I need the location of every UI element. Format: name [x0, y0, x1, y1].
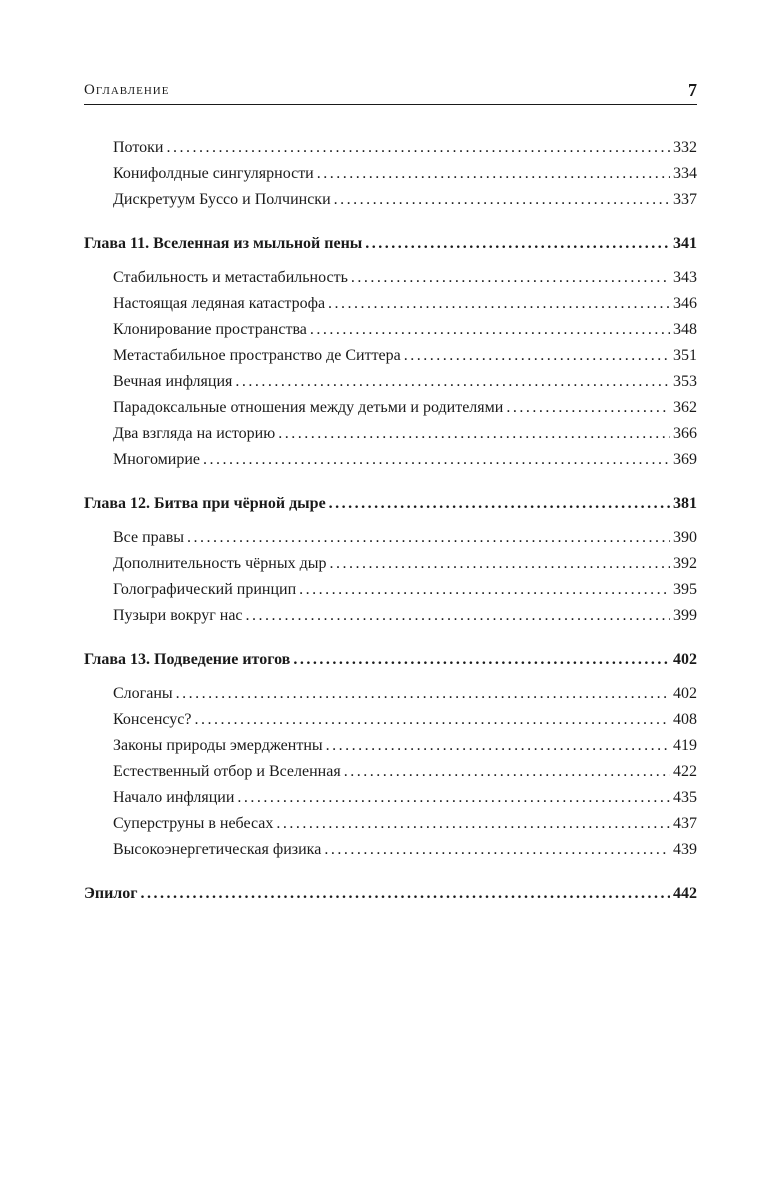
toc-entry-title: Начало инфляции — [113, 789, 235, 806]
leader-dots — [328, 291, 670, 317]
toc-entry[interactable] — [84, 733, 697, 759]
toc-chapter-page: 442 — [673, 885, 697, 902]
toc-entry-title: Пузыри вокруг нас — [113, 607, 243, 624]
toc-entry[interactable] — [84, 135, 697, 161]
toc-entry-page: 408 — [673, 711, 697, 728]
toc-entry-page: 334 — [673, 165, 697, 182]
toc-entry-title: Два взгляда на историю — [113, 425, 276, 442]
leader-dots — [317, 161, 670, 187]
leader-dots — [329, 491, 670, 517]
toc-entry-title: Консенсус? — [113, 711, 192, 728]
toc-entry-title: Конифолдные сингулярности — [113, 165, 314, 182]
table-of-contents — [84, 135, 697, 915]
toc-entry[interactable] — [84, 707, 697, 733]
toc-entry[interactable] — [84, 551, 697, 577]
toc-entry-page: 369 — [673, 451, 697, 468]
toc-entry-page: 390 — [673, 529, 697, 546]
toc-entry-title: Дополнительность чёрных дыр — [113, 555, 327, 572]
leader-dots — [404, 343, 670, 369]
toc-chapter-page: 381 — [673, 495, 697, 512]
toc-entry[interactable] — [84, 785, 697, 811]
leader-dots — [344, 759, 670, 785]
toc-chapter-title: Эпилог — [84, 885, 138, 902]
toc-entry-page: 422 — [673, 763, 697, 780]
toc-entry[interactable] — [84, 447, 697, 473]
leader-dots — [195, 707, 671, 733]
leader-dots — [293, 647, 670, 673]
leader-dots — [187, 525, 670, 551]
toc-chapter-page: 402 — [673, 651, 697, 668]
leader-dots — [329, 551, 670, 577]
leader-dots — [176, 681, 670, 707]
toc-entry-title: Все правы — [113, 529, 185, 546]
running-title: Оглавление — [84, 82, 170, 98]
toc-entry-page: 392 — [673, 555, 697, 572]
toc-entry-title: Голографический принцип — [113, 581, 297, 598]
leader-dots — [276, 811, 670, 837]
leader-dots — [166, 135, 670, 161]
toc-entry[interactable] — [84, 161, 697, 187]
toc-entry[interactable] — [84, 343, 697, 369]
toc-chapter[interactable] — [84, 881, 697, 907]
leader-dots — [203, 447, 670, 473]
leader-dots — [141, 881, 670, 907]
toc-chapter-title: Глава 12. Битва при чёрной дыре — [84, 495, 326, 512]
toc-entry[interactable] — [84, 291, 697, 317]
toc-entry-page: 332 — [673, 139, 697, 156]
toc-entry-page: 353 — [673, 373, 697, 390]
toc-entry[interactable] — [84, 681, 697, 707]
leader-dots — [365, 231, 670, 257]
toc-entry-page: 439 — [673, 841, 697, 858]
toc-entry-title: Высокоэнергетическая физика — [113, 841, 322, 858]
toc-entry-page: 346 — [673, 295, 697, 312]
leader-dots — [334, 187, 670, 213]
toc-entry[interactable] — [84, 317, 697, 343]
toc-entry-page: 337 — [673, 191, 697, 208]
toc-entry-title: Естественный отбор и Вселенная — [113, 763, 341, 780]
toc-entry-title: Законы природы эмерджентны — [113, 737, 323, 754]
toc-chapter[interactable] — [84, 647, 697, 673]
leader-dots — [278, 421, 670, 447]
leader-dots — [506, 395, 670, 421]
running-head — [84, 82, 697, 105]
toc-entry-title: Клонирование пространства — [113, 321, 307, 338]
toc-entry-title: Суперструны в небесах — [113, 815, 274, 832]
toc-entry[interactable] — [84, 421, 697, 447]
toc-entry[interactable] — [84, 837, 697, 863]
toc-entry-page: 362 — [673, 399, 697, 416]
toc-entry[interactable] — [84, 395, 697, 421]
toc-entry[interactable] — [84, 265, 697, 291]
toc-entry-page: 351 — [673, 347, 697, 364]
toc-entry-page: 399 — [673, 607, 697, 624]
toc-entry-title: Потоки — [113, 139, 164, 156]
leader-dots — [351, 265, 670, 291]
toc-entry[interactable] — [84, 603, 697, 629]
toc-entry[interactable] — [84, 759, 697, 785]
toc-entry-page: 366 — [673, 425, 697, 442]
toc-entry-page: 437 — [673, 815, 697, 832]
toc-entry-page: 402 — [673, 685, 697, 702]
leader-dots — [237, 785, 670, 811]
toc-chapter-page: 341 — [673, 235, 697, 252]
toc-entry-page: 419 — [673, 737, 697, 754]
toc-entry-title: Дискретуум Буссо и Полчински — [113, 191, 331, 208]
leader-dots — [246, 603, 670, 629]
toc-entry[interactable] — [84, 577, 697, 603]
toc-entry-title: Вечная инфляция — [113, 373, 233, 390]
toc-entry[interactable] — [84, 811, 697, 837]
toc-entry[interactable] — [84, 525, 697, 551]
leader-dots — [324, 837, 670, 863]
toc-chapter[interactable] — [84, 491, 697, 517]
toc-entry-title: Стабильность и метастабильность — [113, 269, 348, 286]
toc-entry-title: Метастабильное пространство де Ситтера — [113, 347, 401, 364]
toc-entry-title: Многомирие — [113, 451, 200, 468]
toc-chapter[interactable] — [84, 231, 697, 257]
toc-entry-page: 395 — [673, 581, 697, 598]
page-number: 7 — [688, 80, 697, 100]
leader-dots — [310, 317, 670, 343]
toc-entry-page: 435 — [673, 789, 697, 806]
toc-entry-title: Настоящая ледяная катастрофа — [113, 295, 326, 312]
leader-dots — [235, 369, 670, 395]
leader-dots — [299, 577, 670, 603]
toc-entry-title: Парадоксальные отношения между детьми и родителями — [113, 399, 504, 416]
toc-entry-page: 343 — [673, 269, 697, 286]
leader-dots — [326, 733, 670, 759]
toc-entry-page: 348 — [673, 321, 697, 338]
toc-entry[interactable] — [84, 369, 697, 395]
toc-chapter-title: Глава 11. Вселенная из мыльной пены — [84, 235, 363, 252]
toc-entry[interactable] — [84, 187, 697, 213]
toc-entry-title: Слоганы — [113, 685, 173, 702]
toc-chapter-title: Глава 13. Подведение итогов — [84, 651, 291, 668]
